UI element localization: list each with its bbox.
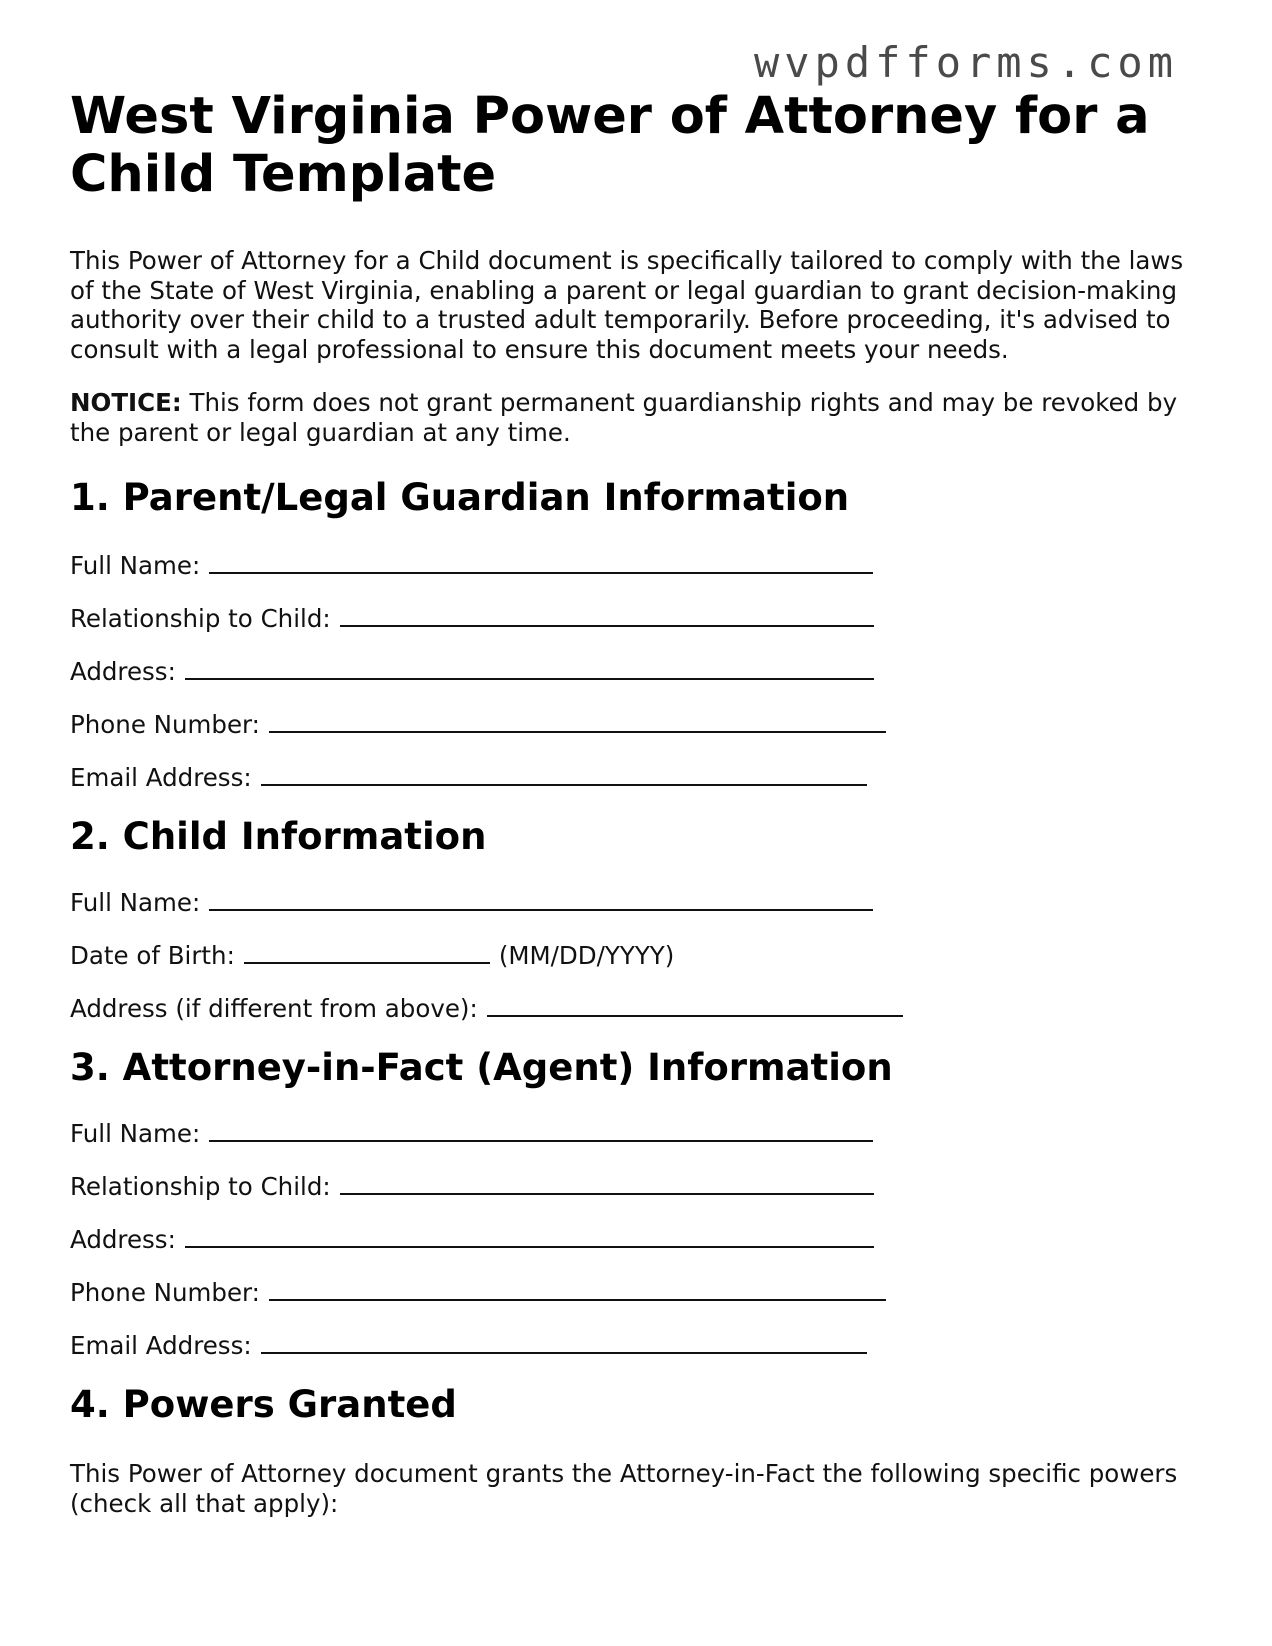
parent-email-blank[interactable] [261, 762, 867, 786]
agent-address-blank[interactable] [185, 1224, 874, 1248]
field-label: Relationship to Child: [70, 604, 331, 633]
field-label: Email Address: [70, 763, 252, 792]
section-heading-agent: 3. Attorney-in-Fact (Agent) Information [70, 1046, 893, 1089]
powers-text: This Power of Attorney document grants the Attorney-in-Fact the following specific powers [70, 1459, 1178, 1488]
parent-phone-field [70, 709, 1200, 740]
agent-full-name-blank[interactable] [209, 1118, 873, 1142]
notice-text: This form does not grant permanent guardianship rights and may be revoked by [181, 388, 1178, 417]
intro-line: of the State of West Virginia, enabling a parent or legal guardian to grant decision-making [70, 275, 1177, 305]
parent-address-blank[interactable] [185, 656, 874, 680]
child-address-field [70, 993, 1200, 1024]
field-label: Address: [70, 657, 176, 686]
child-address-blank[interactable] [487, 993, 903, 1017]
watermark: wvpdfforms.com [753, 38, 1178, 87]
field-label: Phone Number: [70, 710, 260, 739]
field-label: Relationship to Child: [70, 1172, 331, 1201]
notice-text-continued: the parent or legal guardian at any time. [70, 417, 571, 447]
title-line-1: West Virginia Power of Attorney for a [70, 87, 1150, 146]
field-label: Full Name: [70, 1119, 201, 1148]
child-dob-blank[interactable] [244, 940, 490, 964]
intro-line: consult with a legal professional to ensure this document meets your needs. [70, 334, 1009, 364]
parent-address-field [70, 656, 1200, 687]
section-heading-parent: 1. Parent/Legal Guardian Information [70, 476, 850, 519]
parent-full-name-field [70, 550, 1200, 581]
intro-line: This Power of Attorney for a Child document is specifically tailored to comply with the laws [70, 246, 1184, 275]
parent-full-name-blank[interactable] [209, 550, 873, 574]
powers-text-continued: (check all that apply): [70, 1488, 339, 1518]
parent-relationship-field [70, 603, 1200, 634]
notice-paragraph [70, 388, 1200, 447]
field-label: Address (if different from above): [70, 994, 478, 1023]
parent-relationship-blank[interactable] [340, 603, 874, 627]
child-dob-field [70, 940, 1200, 971]
child-full-name-blank[interactable] [209, 887, 873, 911]
agent-email-blank[interactable] [261, 1330, 867, 1354]
date-format-hint: (MM/DD/YYYY) [498, 941, 675, 970]
agent-relationship-field [70, 1171, 1200, 1202]
agent-relationship-blank[interactable] [340, 1171, 874, 1195]
agent-address-field [70, 1224, 1200, 1255]
parent-phone-blank[interactable] [269, 709, 886, 733]
intro-line: authority over their child to a trusted adult temporarily. Before proceeding, it's advised to [70, 305, 1171, 334]
field-label: Email Address: [70, 1331, 252, 1360]
intro-paragraph [70, 246, 1200, 364]
parent-email-field [70, 762, 1200, 793]
title-line-2: Child Template [70, 145, 497, 204]
child-full-name-field [70, 887, 1200, 918]
agent-email-field [70, 1330, 1200, 1361]
notice-label: NOTICE: [70, 388, 182, 417]
field-label: Address: [70, 1225, 176, 1254]
agent-phone-field [70, 1277, 1200, 1308]
agent-phone-blank[interactable] [269, 1277, 886, 1301]
powers-paragraph [70, 1459, 1200, 1518]
section-heading-powers: 4. Powers Granted [70, 1383, 457, 1426]
field-label: Date of Birth: [70, 941, 235, 970]
agent-full-name-field [70, 1118, 1200, 1149]
document-title [70, 88, 1200, 204]
section-heading-child: 2. Child Information [70, 815, 487, 858]
document-page [70, 88, 1200, 1518]
field-label: Full Name: [70, 551, 201, 580]
field-label: Phone Number: [70, 1278, 260, 1307]
field-label: Full Name: [70, 888, 201, 917]
